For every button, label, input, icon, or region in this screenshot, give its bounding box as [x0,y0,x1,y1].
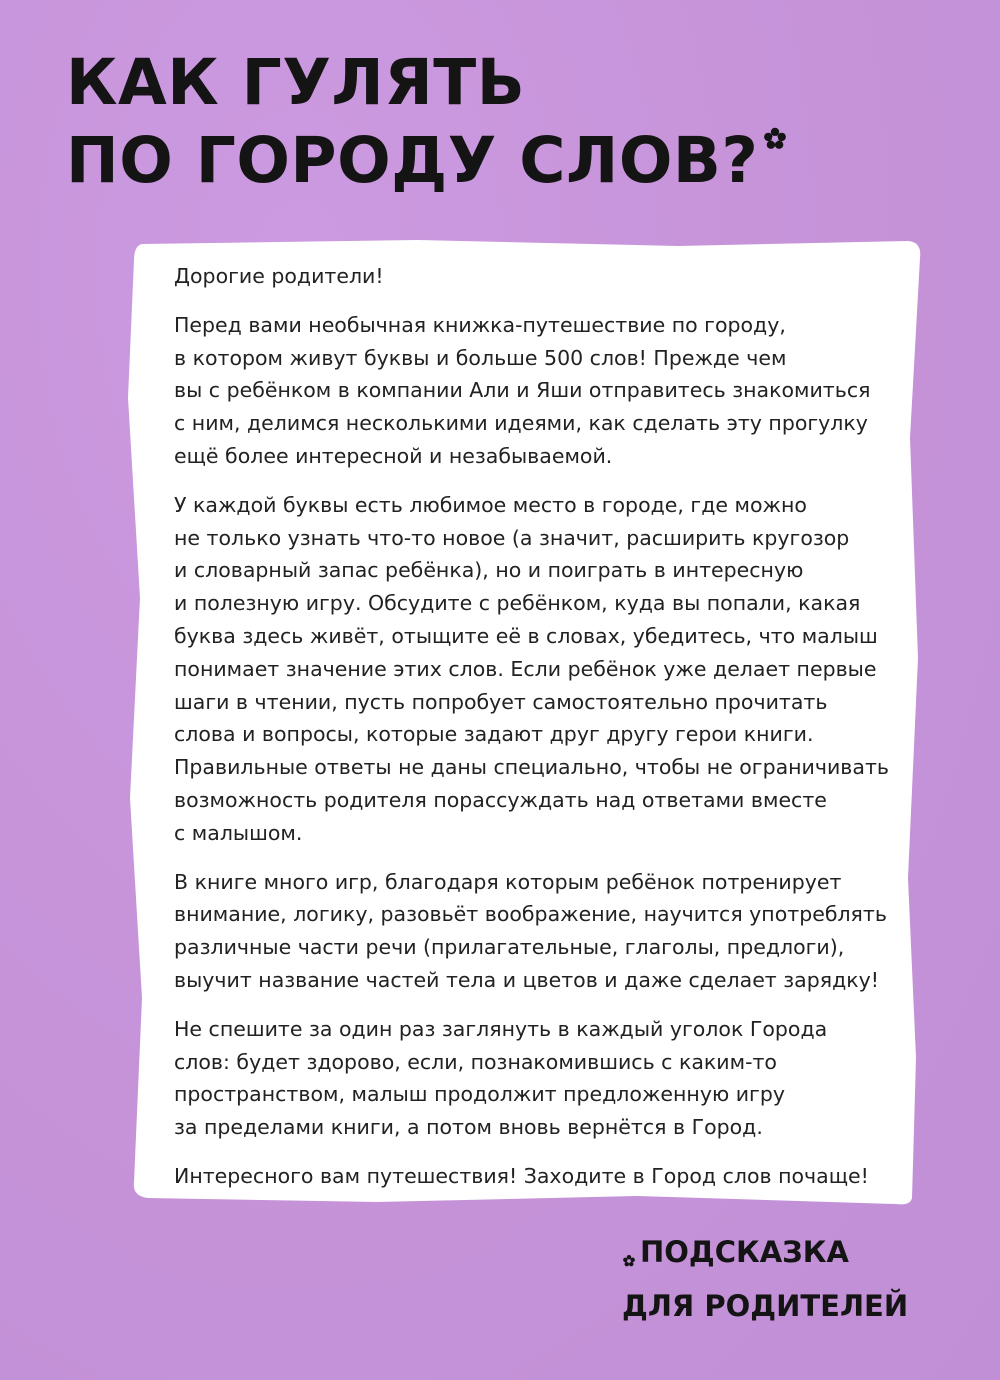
footnote-line-1-text: ПОДСКАЗКА [640,1235,849,1269]
paragraph-games [174,866,894,997]
text-line: слова и вопросы, которые задают друг другу герои книги. [174,722,814,747]
text-line: У каждой буквы есть любимое место в городе, где можно [174,492,807,517]
text-line: выучит название частей тела и цветов и даже сделает зарядку! [174,967,879,992]
text-line: шаги в чтении, пусть попробует самостоятельно прочитать [174,689,828,714]
title-line-1: КАК ГУЛЯТЬ [66,46,526,119]
text-line: ещё более интересной и незабываемой. [174,443,613,468]
asterisk-icon [622,1234,636,1282]
text-line: буква здесь живёт, отыщите её в словах, убедитесь, что малыш [174,623,878,648]
letter-card [118,238,928,1208]
footnote-line-1 [622,1228,908,1282]
footnote-line-2: ДЛЯ РОДИТЕЛЕЙ [622,1289,909,1323]
text-line: различные части речи (прилагательные, глаголы, предлоги), [174,935,845,960]
text-line: слов: будет здорово, если, познакомившись с каким-то [174,1049,777,1074]
title-line-2 [66,122,788,200]
text-line: Правильные ответы не даны специально, чтобы не ограничивать [174,755,889,780]
text-line: в котором живут буквы и больше 500 слов! Прежде чем [174,345,787,370]
text-line: с малышом. [174,820,303,845]
text-line: и полезную игру. Обсудите с ребёнком, куда вы попали, какая [174,591,861,616]
text-line: внимание, логику, разовьёт воображение, научится употреблять [174,902,887,927]
text-line: не только узнать что-то новое (а значит, расширить кругозор [174,525,850,550]
text-line: пространством, малыш продолжит предложенную игру [174,1082,785,1107]
asterisk-icon [762,126,788,152]
greeting-line: Дорогие родители! [174,264,384,288]
text-line: за пределами книги, а потом вновь вернётся в Город. [174,1115,763,1140]
text-line: и словарный запас ребёнка), но и поиграть в интересную [174,558,804,583]
text-line: вы с ребёнком в компании Али и Яши отправитесь знакомиться [174,378,871,403]
text-line: Перед вами необычная книжка-путешествие по городу, [174,312,786,337]
text-line: понимает значение этих слов. Если ребёнок уже делает первые [174,656,877,681]
paragraph-letters [174,489,894,850]
paragraph-intro [174,309,894,473]
text-line: Не спешите за один раз заглянуть в каждый уголок Города [174,1016,828,1041]
paragraph-advice [174,1013,894,1144]
letter-greeting [174,260,894,293]
text-line: В книге много игр, благодаря которым ребёнок потренирует [174,869,842,894]
footnote [622,1228,908,1330]
title-line-2-text: ПО ГОРОДУ СЛОВ? [66,124,759,197]
closing-line: Интересного вам путешествия! Заходите в Город слов почаще! [174,1163,869,1188]
letter-text [174,260,894,1209]
text-line: с ним, делимся несколькими идеями, как сделать эту прогулку [174,411,868,436]
text-line: возможность родителя порассуждать над ответами вместе [174,787,827,812]
page-title [66,44,788,200]
letter-closing [174,1160,894,1193]
